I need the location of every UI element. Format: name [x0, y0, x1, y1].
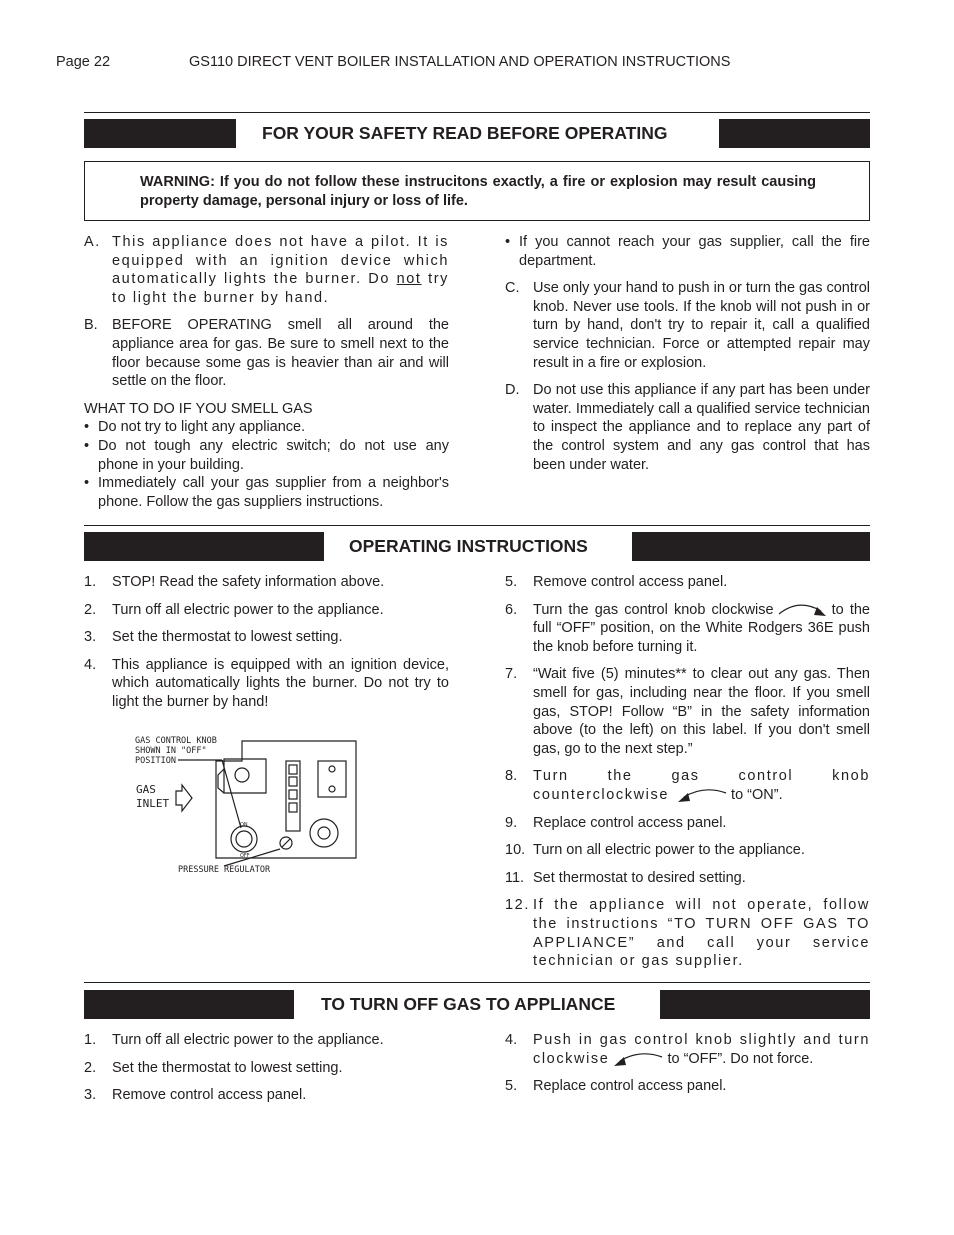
- bullet-text: If you cannot reach your gas supplier, call the fire department.: [519, 234, 870, 269]
- turnoff-step: [84, 1031, 449, 1050]
- item-b-text: BEFORE OPERATING smell all around the appliance area for gas. Be sure to smell next to the floor because some gas is heavier than air and will settle on the floor.: [112, 317, 449, 390]
- terminal: [289, 803, 297, 812]
- step-text: Turn off all electric power to the appliance.: [112, 1032, 384, 1048]
- step-text: Remove control access panel.: [112, 1087, 307, 1104]
- item-a-text-1: This appliance does not have a pilot. It is equipped with an ignition device which automatically lights the burner. Do: [112, 234, 449, 288]
- smell-gas-bullet: [84, 418, 449, 437]
- operating-heading: OPERATING INSTRUCTIONS: [349, 536, 588, 556]
- step-number: 4.: [84, 656, 97, 673]
- item-d-text: Do not use this appliance if any part has been under water. Immediately call a qualified service technician to inspect the appliance and to replace any part of the control system and any gas control that has been under water.: [533, 382, 870, 473]
- heading-bar-right: [660, 990, 870, 1019]
- bullet-text: Do not tough any electric switch; do not use any phone in your building.: [98, 437, 449, 473]
- step-number: 8.: [505, 768, 518, 785]
- item-a-underlined: not: [396, 271, 422, 288]
- gas-inlet-label: GAS: [136, 783, 156, 796]
- step-number: 11.: [505, 869, 525, 886]
- smell-gas-heading: WHAT TO DO IF YOU SMELL GAS: [84, 400, 313, 417]
- step-text: Set the thermostat to lowest setting.: [112, 629, 343, 646]
- bullet-mark: •: [505, 234, 511, 250]
- step-text: Push in gas control knob slightly and turn clockwise: [533, 1032, 870, 1067]
- inlet-arrow-icon: [176, 785, 192, 811]
- smell-gas-bullet: [84, 437, 449, 474]
- safety-item-a: [84, 233, 449, 307]
- step-number: 5.: [505, 574, 518, 590]
- heading-bar-left: [84, 532, 324, 561]
- warning-text: WARNING: If you do not follow these instrucitons exactly, a fire or explosion may result causing property damage, personal injury or loss of life.: [140, 174, 816, 209]
- operating-step: [84, 628, 449, 647]
- gas-inlet-label: INLET: [136, 797, 170, 810]
- heading-bar-right: [719, 119, 870, 148]
- bullet-mark: •: [84, 437, 90, 454]
- terminal-strip: [286, 761, 300, 831]
- terminal: [289, 765, 297, 774]
- regulator-label: PRESSURE REGULATOR: [178, 865, 271, 875]
- operating-right-column: [505, 573, 870, 971]
- operating-step: [84, 656, 449, 712]
- bullet-text: Do not try to light any appliance.: [98, 419, 306, 436]
- step-text: Set the thermostat to lowest setting.: [112, 1059, 343, 1076]
- item-marker: B.: [84, 317, 98, 334]
- heading-bar-left: [84, 990, 294, 1019]
- knob-label: POSITION: [135, 756, 176, 766]
- step-number: 5.: [505, 1078, 518, 1095]
- turnoff-heading-bar: [84, 990, 870, 1019]
- turnoff-step: [84, 1059, 449, 1078]
- operating-heading-bar: [84, 532, 870, 561]
- document-title: GS110 DIRECT VENT BOILER INSTALLATION AND OPERATION INSTRUCTIONS: [189, 54, 731, 70]
- operating-step: [505, 896, 870, 970]
- operating-step: [505, 573, 870, 592]
- gas-control-knob: [231, 826, 257, 852]
- turnoff-heading: TO TURN OFF GAS TO APPLIANCE: [321, 994, 616, 1014]
- operating-step: [505, 767, 870, 804]
- warning-box: [84, 161, 870, 221]
- step-text: to the full “OFF” position, on the White Rodgers 36E push the knob before turning it.: [533, 601, 870, 655]
- safety-item-c: [505, 279, 870, 372]
- leader-line: [222, 760, 241, 828]
- step-text: Remove control access panel.: [533, 574, 728, 590]
- step-text: to “ON”.: [731, 786, 783, 803]
- operating-step: [505, 665, 870, 758]
- ignition-port: [310, 819, 338, 847]
- step-number: 3.: [84, 629, 97, 646]
- operating-step: [84, 573, 449, 592]
- valve-cap-screw: [329, 766, 335, 772]
- step-text: Replace control access panel.: [533, 1078, 727, 1095]
- operating-left-column: [84, 573, 449, 712]
- safety-heading: FOR YOUR SAFETY READ BEFORE OPERATING: [262, 123, 668, 143]
- heading-bar-right: [632, 532, 870, 561]
- bullet-mark: •: [84, 419, 90, 436]
- turnoff-left-column: [84, 1031, 449, 1105]
- page-number: Page 22: [56, 54, 111, 70]
- step-text: Set thermostat to desired setting.: [533, 869, 746, 886]
- gas-control-knob-center: [236, 831, 252, 847]
- turnoff-right-column: [505, 1031, 870, 1096]
- step-text: “Wait five (5) minutes** to clear out any gas. Then smell for gas, including near the floor. If you smell gas, STOP! Follow “B” in the safety information above (to the left) on this label. If you don't smell gas, go to the next step.”: [533, 666, 870, 757]
- safety-heading-bar: [84, 119, 870, 148]
- operating-step: [505, 841, 870, 860]
- step-number: 10.: [505, 842, 526, 859]
- step-text: This appliance is equipped with an ignition device, which automatically lights the burner. Do not try to light the burner by hand!: [112, 656, 449, 710]
- terminal: [289, 790, 297, 799]
- step-text: STOP! Read the safety information above.: [112, 574, 385, 590]
- valve-plate-edge: [218, 769, 224, 793]
- step-number: 3.: [84, 1087, 97, 1104]
- counterclockwise-arrow-icon: [676, 787, 728, 803]
- step-text: Replace control access panel.: [533, 814, 727, 831]
- section-divider: [84, 112, 870, 113]
- step-text: Turn the gas control knob counterclockwise: [533, 768, 870, 803]
- step-text: Turn on all electric power to the appliance.: [533, 842, 805, 859]
- operating-step: [505, 601, 870, 657]
- step-number: 7.: [505, 666, 518, 683]
- item-marker: A.: [84, 234, 101, 250]
- turnoff-step: [84, 1086, 449, 1105]
- step-text: Turn off all electric power to the appliance.: [112, 601, 384, 618]
- step-number: 2.: [84, 1059, 97, 1076]
- operating-step: [505, 869, 870, 888]
- clockwise-arrow-icon: [777, 602, 829, 618]
- step-number: 6.: [505, 601, 518, 618]
- regulator-slot: [282, 839, 290, 847]
- step-text: Turn the gas control knob clockwise: [533, 601, 774, 618]
- step-text: to “OFF”. Do not force.: [667, 1050, 814, 1067]
- ignition-port-center: [318, 827, 330, 839]
- knob-label: SHOWN IN "OFF": [135, 746, 207, 756]
- clockwise-arrow-icon: [612, 1051, 664, 1067]
- step-number: 1.: [84, 1032, 97, 1048]
- knob-on-label: ON: [240, 822, 248, 828]
- turnoff-step: [505, 1031, 870, 1068]
- step-number: 9.: [505, 814, 518, 831]
- operating-step: [84, 601, 449, 620]
- section-divider: [84, 525, 870, 526]
- bullet-mark: •: [84, 475, 90, 492]
- safety-item-d: [505, 381, 870, 474]
- item-c-text: Use only your hand to push in or turn the gas control knob. Never use tools. If the knob will not push in or turn by hand, don't try to repair it, call a qualified service technician. Force or attempted repair may result in a fire or explosion.: [533, 280, 870, 371]
- knob-off-label: OFF: [240, 853, 250, 859]
- safety-left-column: [84, 233, 449, 511]
- section-divider: [84, 982, 870, 983]
- step-text: If the appliance will not operate, follow the instructions “TO TURN OFF GAS TO APPLIANCE” and call your service technician or gas supplier.: [533, 897, 870, 970]
- knob-label: GAS CONTROL KNOB: [135, 736, 217, 746]
- item-marker: C.: [505, 280, 520, 297]
- safety-item-b: [84, 316, 449, 390]
- step-number: 2.: [84, 601, 97, 618]
- item-marker: D.: [505, 382, 520, 399]
- smell-gas-bullet: [505, 233, 870, 270]
- turnoff-step: [505, 1077, 870, 1096]
- valve-cap-screw: [329, 786, 335, 792]
- smell-gas-bullet: [84, 474, 449, 511]
- step-number: 1.: [84, 574, 97, 590]
- terminal: [289, 777, 297, 786]
- heading-bar-left: [84, 119, 236, 148]
- step-number: 4.: [505, 1032, 518, 1048]
- step-number: 12.: [505, 897, 530, 914]
- valve-screw: [235, 768, 249, 782]
- safety-right-column: [505, 233, 870, 474]
- gas-control-diagram: [134, 733, 364, 875]
- item-a-text-2: try to light the burner by hand.: [112, 271, 449, 306]
- operating-step: [505, 814, 870, 833]
- bullet-text: Immediately call your gas supplier from a neighbor's phone. Follow the gas suppliers instructions.: [98, 475, 449, 510]
